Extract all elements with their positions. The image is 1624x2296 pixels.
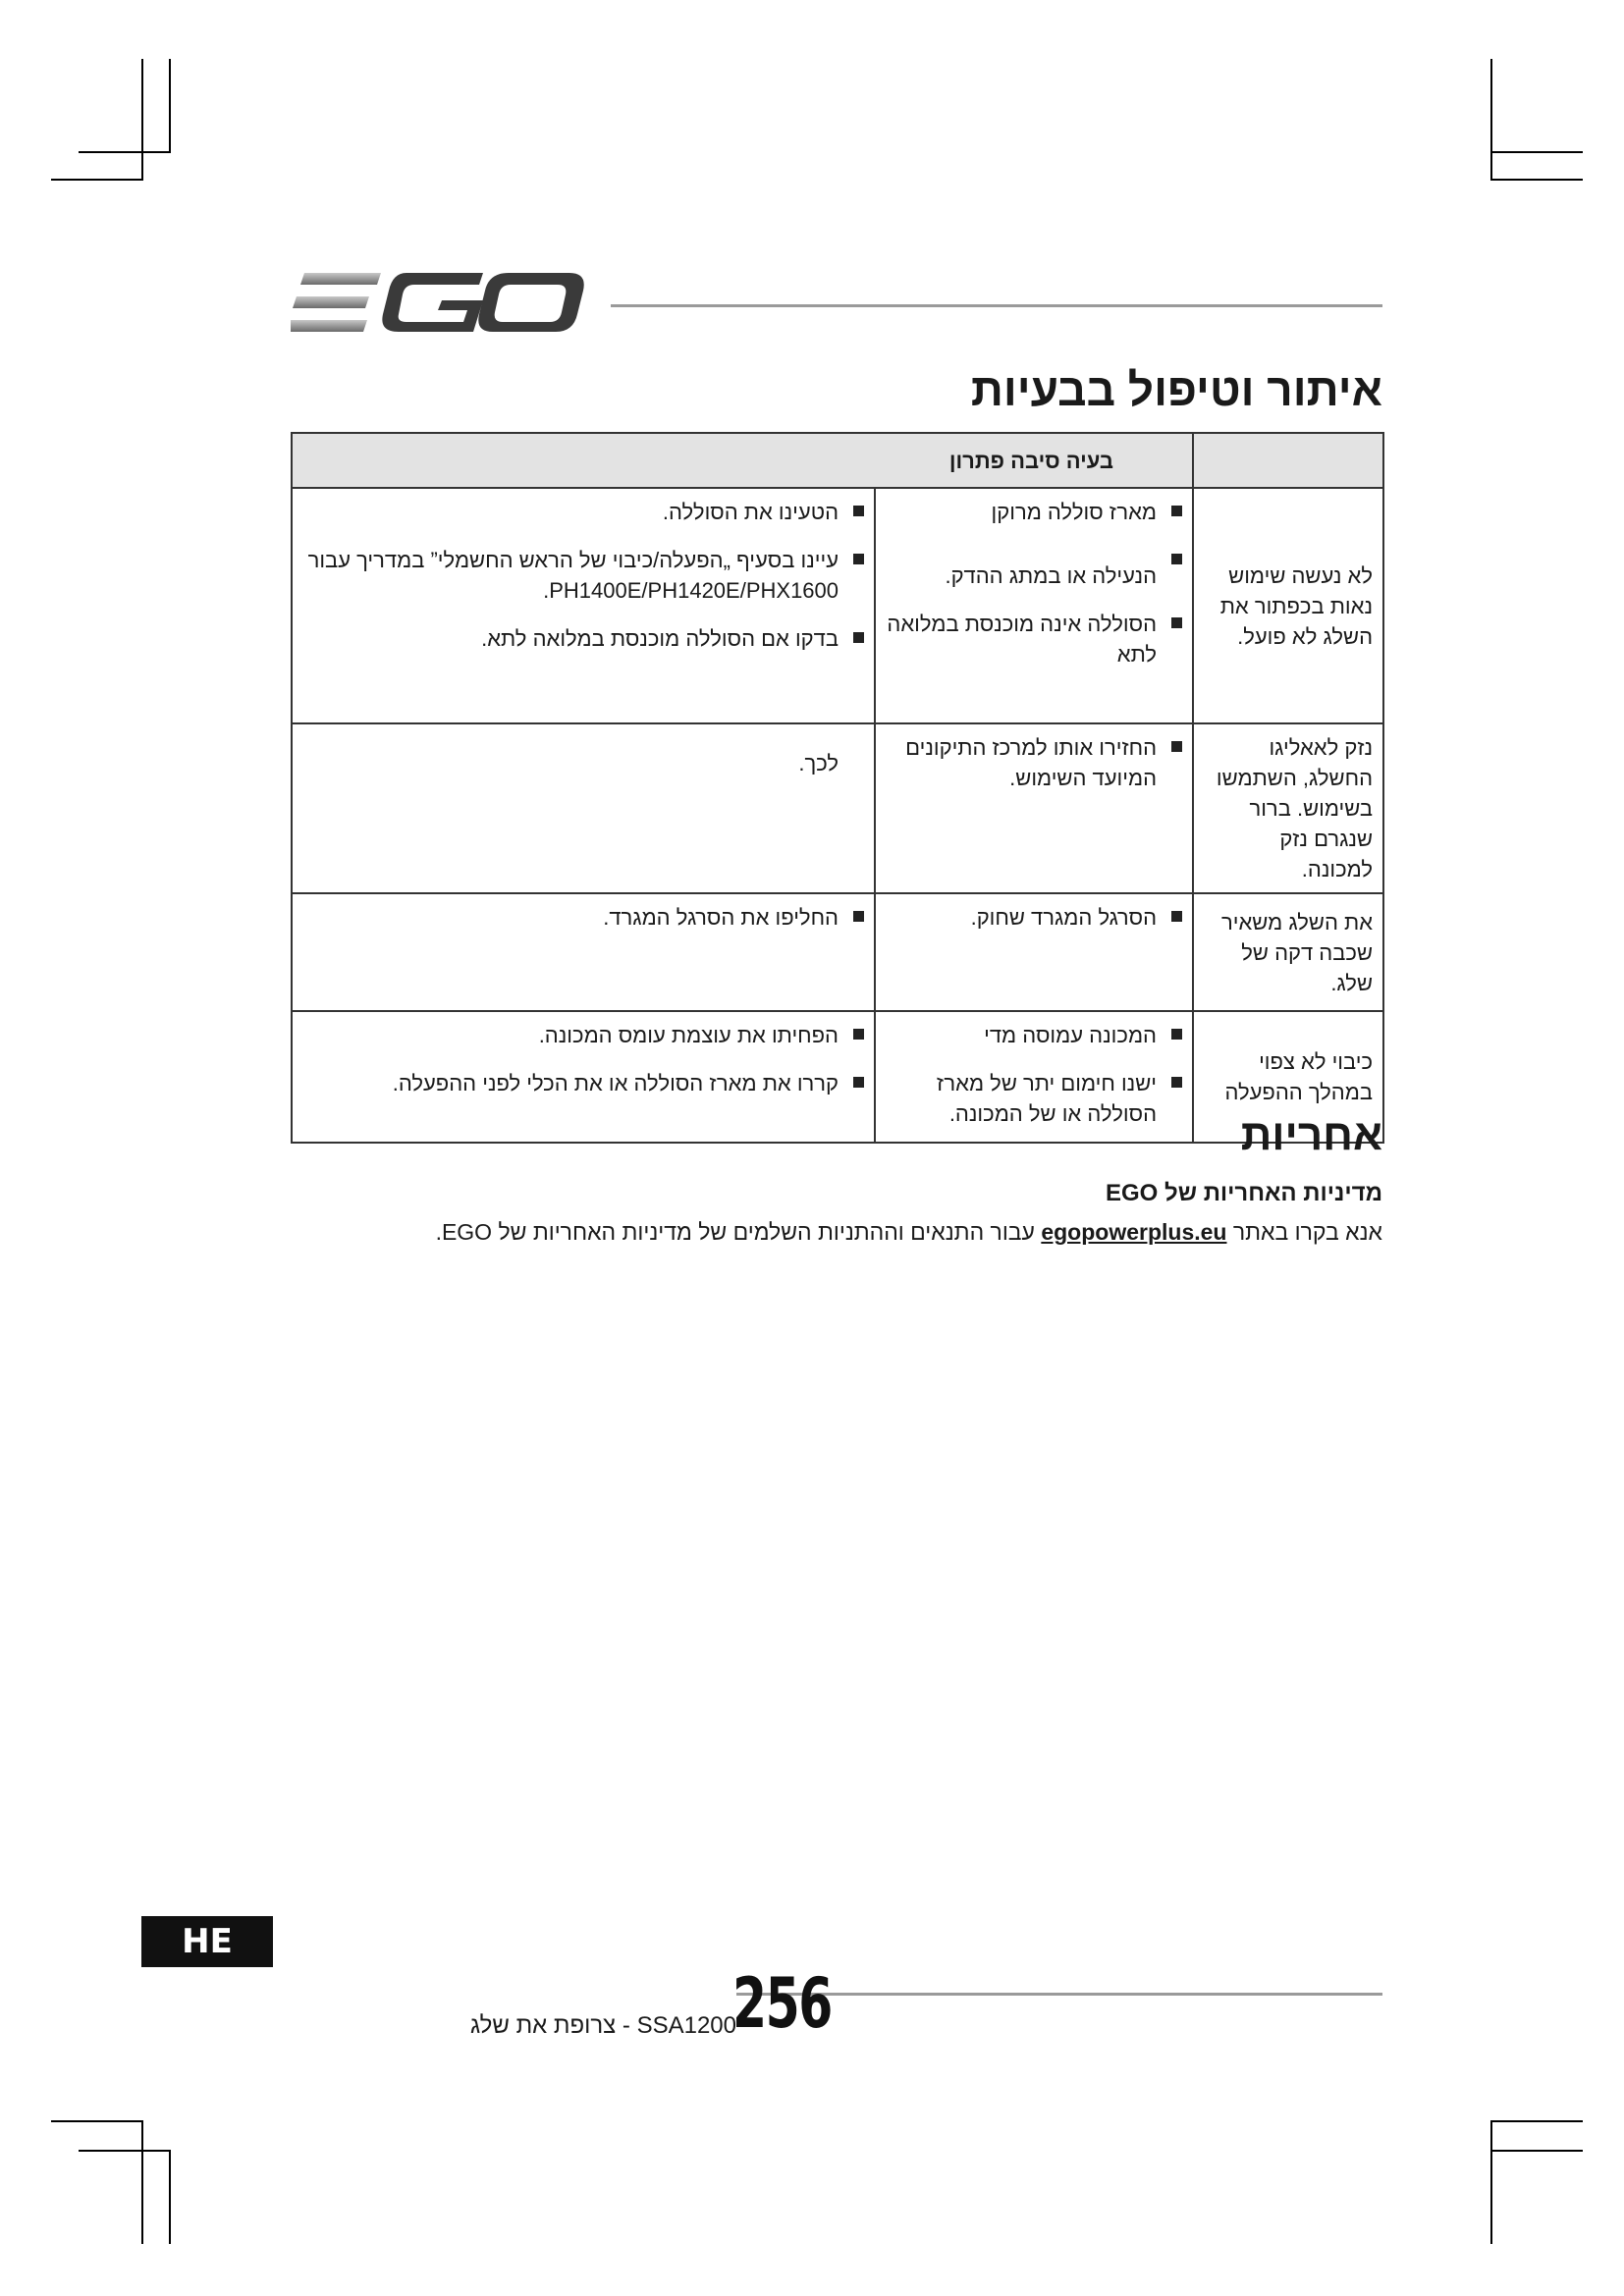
cause-cell xyxy=(875,893,1193,1011)
warranty-title: אחריות xyxy=(1240,1111,1382,1159)
bullet-icon xyxy=(853,1077,864,1088)
cause-cell xyxy=(875,723,1193,893)
bullet-icon xyxy=(853,554,864,564)
problem-cell: כיבוי לא צפוי במהלך ההפעלה xyxy=(1193,1011,1383,1143)
cause-cell xyxy=(875,488,1193,723)
bullet-icon xyxy=(1171,554,1182,564)
crop-mark xyxy=(141,59,143,181)
problem-cell: את השלג משאיר שכבה דקה של שלג. xyxy=(1193,893,1383,1011)
section-title: איתור וטיפול בבעיות xyxy=(970,364,1382,415)
list-item: לכך. xyxy=(798,751,839,775)
table-row xyxy=(292,723,1383,893)
list-item: הסוללה אינה מוכנסת במלואה לתא xyxy=(886,609,1182,669)
crop-mark xyxy=(141,2120,143,2244)
list-item: בדקו אם הסוללה מוכנסת במלואה לתא. xyxy=(302,623,864,654)
crop-mark xyxy=(51,179,143,181)
list-item: ישנו חימום יתר של מארז הסוללה או של המכונה. xyxy=(886,1068,1182,1129)
list-item: הסרגל המגרד שחוק. xyxy=(886,902,1182,933)
solution-cell xyxy=(292,723,875,893)
bullet-icon xyxy=(1171,1029,1182,1040)
list-item: קררו את מארז הסוללה או את הכלי לפני ההפעלה. xyxy=(302,1068,864,1098)
footer-rule xyxy=(736,1993,1382,1996)
table-row xyxy=(292,488,1383,723)
list-item: החליפו את הסרגל המגרד. xyxy=(302,902,864,933)
solution-cell xyxy=(292,488,875,723)
crop-mark xyxy=(1490,2120,1583,2122)
list-item: הנעילה או במתג ההדק. xyxy=(886,545,1182,591)
solution-cell xyxy=(292,1011,875,1143)
list-item: החזירו אותו למרכז התיקונים המיועד השימוש. xyxy=(886,732,1182,793)
troubleshooting-table xyxy=(291,432,1384,1144)
bullet-icon xyxy=(853,506,864,516)
bullet-icon xyxy=(853,1029,864,1040)
header-cause-solution: בעיה סיבה פתרון xyxy=(292,433,1193,488)
problem-cell: נזק לאאליגו החשלג, השתמשו בשימוש. ברור שנגרם נזק למכונה. xyxy=(1193,723,1383,893)
language-badge: HE xyxy=(141,1916,273,1967)
table-header-row xyxy=(292,433,1383,488)
table-row xyxy=(292,893,1383,1011)
cause-cell xyxy=(875,1011,1193,1143)
list-item: הטעינו את הסוללה. xyxy=(302,497,864,527)
bullet-icon xyxy=(1171,506,1182,516)
header-problem xyxy=(1193,433,1383,488)
warranty-text: אנא בקרו באתר egopowerplus.eu עבור התנאים וההתניות השלמים של מדיניות האחריות של EGO. xyxy=(435,1219,1382,1245)
footer-doc-title: SSA1200 - צרופת את שלג xyxy=(470,2012,736,2039)
crop-mark xyxy=(1490,2120,1492,2244)
table-row xyxy=(292,1011,1383,1143)
bullet-icon xyxy=(1171,1077,1182,1088)
header-rule xyxy=(611,304,1382,307)
crop-mark xyxy=(169,2150,171,2244)
warranty-subtitle: מדיניות האחריות של EGO xyxy=(1105,1180,1382,1206)
list-item: מארז סוללה מרוקן xyxy=(886,497,1182,527)
crop-mark xyxy=(1490,2150,1583,2152)
bullet-icon xyxy=(853,911,864,922)
ego-logo xyxy=(291,267,585,338)
crop-mark xyxy=(79,151,171,153)
page-number: 256 xyxy=(732,1963,832,2044)
solution-cell xyxy=(292,893,875,1011)
list-item: עיינו בסעיף „הפעלה/כיבוי של הראש החשמלי” במדריך עבור PH1400E/PH1420E/PHX1600. xyxy=(302,545,864,606)
list-item: המכונה עמוסה מדי xyxy=(886,1020,1182,1050)
crop-mark xyxy=(51,2120,143,2122)
warranty-link[interactable]: egopowerplus.eu xyxy=(1041,1219,1227,1245)
crop-mark xyxy=(1490,151,1583,153)
bullet-icon xyxy=(1171,617,1182,628)
crop-mark xyxy=(1490,179,1583,181)
bullet-icon xyxy=(1171,911,1182,922)
bullet-icon xyxy=(1171,741,1182,752)
crop-mark xyxy=(79,2150,171,2152)
problem-cell: לא נעשה שימוש נאות בכפתור את השלג לא פועל. xyxy=(1193,488,1383,723)
list-item: הפחיתו את עוצמת עומס המכונה. xyxy=(302,1020,864,1050)
bullet-icon xyxy=(853,632,864,643)
crop-mark xyxy=(169,59,171,151)
crop-mark xyxy=(1490,59,1492,181)
